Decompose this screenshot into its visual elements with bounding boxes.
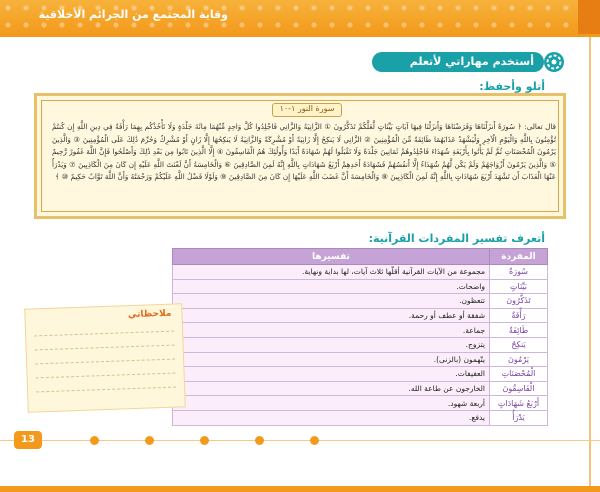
vocab-heading: أتعرف تفسير المفردات القرآنية: xyxy=(368,232,545,245)
vocab-meaning: شفقة أو عطف أو رحمة. xyxy=(173,308,490,323)
table-row xyxy=(173,352,548,367)
gear-icon xyxy=(542,50,566,74)
vocab-word: بَيِّنَاتٍ xyxy=(490,279,548,294)
vocab-meaning: يدفع. xyxy=(173,410,490,425)
vocab-word: يَرْمُونَ xyxy=(490,352,548,367)
vocab-meaning: تتعظون. xyxy=(173,294,490,309)
vocab-word: يَنكِحُ xyxy=(490,337,548,352)
sura-title: سورة النور ١-١٠ xyxy=(272,103,342,117)
table-row xyxy=(173,294,548,309)
table-row xyxy=(173,308,548,323)
table-header-row xyxy=(173,249,548,265)
vocab-meaning: العفيفات. xyxy=(173,367,490,382)
notes-title: ملاحظاتي xyxy=(127,308,172,321)
table-row xyxy=(173,265,548,280)
col-header-meaning: تفسيرها xyxy=(173,249,490,265)
vocab-word: سُورَةٌ xyxy=(490,265,548,280)
quran-verses: قال تعالى: ﴿ سُورَةٌ أَنزَلْنَاهَا وَفَرَضْنَاهَا وَأَنزَلْنَا فِيهَا آيَاتٍ بَيِّنَاتٍ لَّعَلَّكُمْ تَذَكَّرُونَ ① الزَّانِيَةُ وَالزَّانِي فَاجْلِدُوا كُلَّ وَاحِدٍ مِّنْهُمَا مِائَةَ جَلْدَةٍ وَلَا تَأْخُذْكُم بِهِمَا رَأْفَةٌ فِي دِينِ اللَّهِ إِن كُنتُمْ تُؤْمِنُونَ بِاللَّهِ وَالْيَوْمِ الْآخِرِ وَلْيَشْهَدْ عَذَابَهُمَا طَائِفَةٌ مِّنَ الْمُؤْمِنِينَ ② الزَّانِي لَا يَنكِحُ إِلَّا زَانِيَةً أَوْ مُشْرِكَةً وَالزَّانِيَةُ لَا يَنكِحُهَا إِلَّا زَانٍ أَوْ مُشْرِكٌ وَحُرِّمَ ذَٰلِكَ عَلَى الْمُؤْمِنِينَ ③ وَالَّذِينَ يَرْمُونَ الْمُحْصَنَاتِ ثُمَّ لَمْ يَأْتُوا بِأَرْبَعَةِ شُهَدَاءَ فَاجْلِدُوهُمْ ثَمَانِينَ جَلْدَةً وَلَا تَقْبَلُوا لَهُمْ شَهَادَةً أَبَدًا وَأُولَٰئِكَ هُمُ الْفَاسِقُونَ ④ إِلَّا الَّذِينَ تَابُوا مِن بَعْدِ ذَٰلِكَ وَأَصْلَحُوا فَإِنَّ اللَّهَ غَفُورٌ رَّحِيمٌ ⑤ وَالَّذِينَ يَرْمُونَ أَزْوَاجَهُمْ وَلَمْ يَكُن لَّهُمْ شُهَدَاءُ إِلَّا أَنفُسُهُمْ فَشَهَادَةُ أَحَدِهِمْ أَرْبَعُ شَهَادَاتٍ بِاللَّهِ إِنَّهُ لَمِنَ الصَّادِقِينَ ⑥ وَالْخَامِسَةُ أَنَّ لَعْنَتَ اللَّهِ عَلَيْهِ إِن كَانَ مِنَ الْكَاذِبِينَ ⑦ وَيَدْرَأُ عَنْهَا الْعَذَابَ أَن تَشْهَدَ أَرْبَعَ شَهَادَاتٍ بِاللَّهِ إِنَّهُ لَمِنَ الْكَاذِبِينَ ⑧ وَالْخَامِسَةَ أَنَّ غَضَبَ اللَّهِ عَلَيْهَا إِن كَانَ مِنَ الصَّادِقِينَ ⑨ وَلَوْلَا فَضْلُ اللَّهِ عَلَيْكُمْ وَرَحْمَتُهُ وَأَنَّ اللَّهَ تَوَّابٌ حَكِيمٌ ⑩ ﴾ xyxy=(52,122,556,182)
table-row xyxy=(173,279,548,294)
header-divider xyxy=(0,34,600,37)
note-line xyxy=(35,345,175,351)
vocab-meaning: يتّهمون (بالزنى). xyxy=(173,352,490,367)
note-line xyxy=(36,387,176,393)
page-number: 13 xyxy=(14,431,42,449)
vocab-meaning: يتزوج. xyxy=(173,337,490,352)
section-heading: أستخدم مهاراتي لأتعلم xyxy=(372,52,544,72)
footer-dot xyxy=(145,436,154,445)
quran-frame xyxy=(34,93,566,219)
vocab-meaning: جماعة. xyxy=(173,323,490,338)
vocab-word: الْفَاسِقُونَ xyxy=(490,381,548,396)
table-row xyxy=(173,323,548,338)
table-row xyxy=(173,337,548,352)
footer-dot xyxy=(255,436,264,445)
table-row xyxy=(173,396,548,411)
page-margin-line xyxy=(589,37,591,492)
footer-dot xyxy=(310,436,319,445)
vocab-word: أَرْبَعُ شَهَادَاتٍ xyxy=(490,396,548,411)
footer-band xyxy=(0,486,600,492)
vocab-word: الْمُحْصَنَاتِ xyxy=(490,367,548,382)
vocab-meaning: الخارجون عن طاعة الله. xyxy=(173,381,490,396)
note-line xyxy=(35,359,175,365)
vocab-meaning: واضحات. xyxy=(173,279,490,294)
vocab-table xyxy=(172,248,548,426)
notes-box[interactable] xyxy=(24,303,186,412)
table-row xyxy=(173,381,548,396)
vocab-word: يَدْرَأُ xyxy=(490,410,548,425)
vocab-word: طَائِفَةٌ xyxy=(490,323,548,338)
footer-dot xyxy=(200,436,209,445)
note-line xyxy=(36,373,176,379)
vocab-word: رَأْفَةٌ xyxy=(490,308,548,323)
table-row xyxy=(173,410,548,425)
footer-dot xyxy=(90,436,99,445)
quran-inner-border xyxy=(41,100,559,212)
note-line xyxy=(34,331,174,337)
vocab-word: تَذَكَّرُونَ xyxy=(490,294,548,309)
vocab-meaning: أربعة شهود. xyxy=(173,396,490,411)
table-row xyxy=(173,367,548,382)
col-header-word: المفردة xyxy=(490,249,548,265)
unit-title: وقاية المجتمع من الجرائم الأخلاقية xyxy=(38,8,228,21)
vocab-meaning: مجموعة من الآيات القرآنية أقلّها ثلاث آيات، لها بداية ونهاية. xyxy=(173,265,490,280)
recite-subheading: أتلو وأحفظ: xyxy=(479,80,545,93)
header-corner xyxy=(578,0,600,34)
